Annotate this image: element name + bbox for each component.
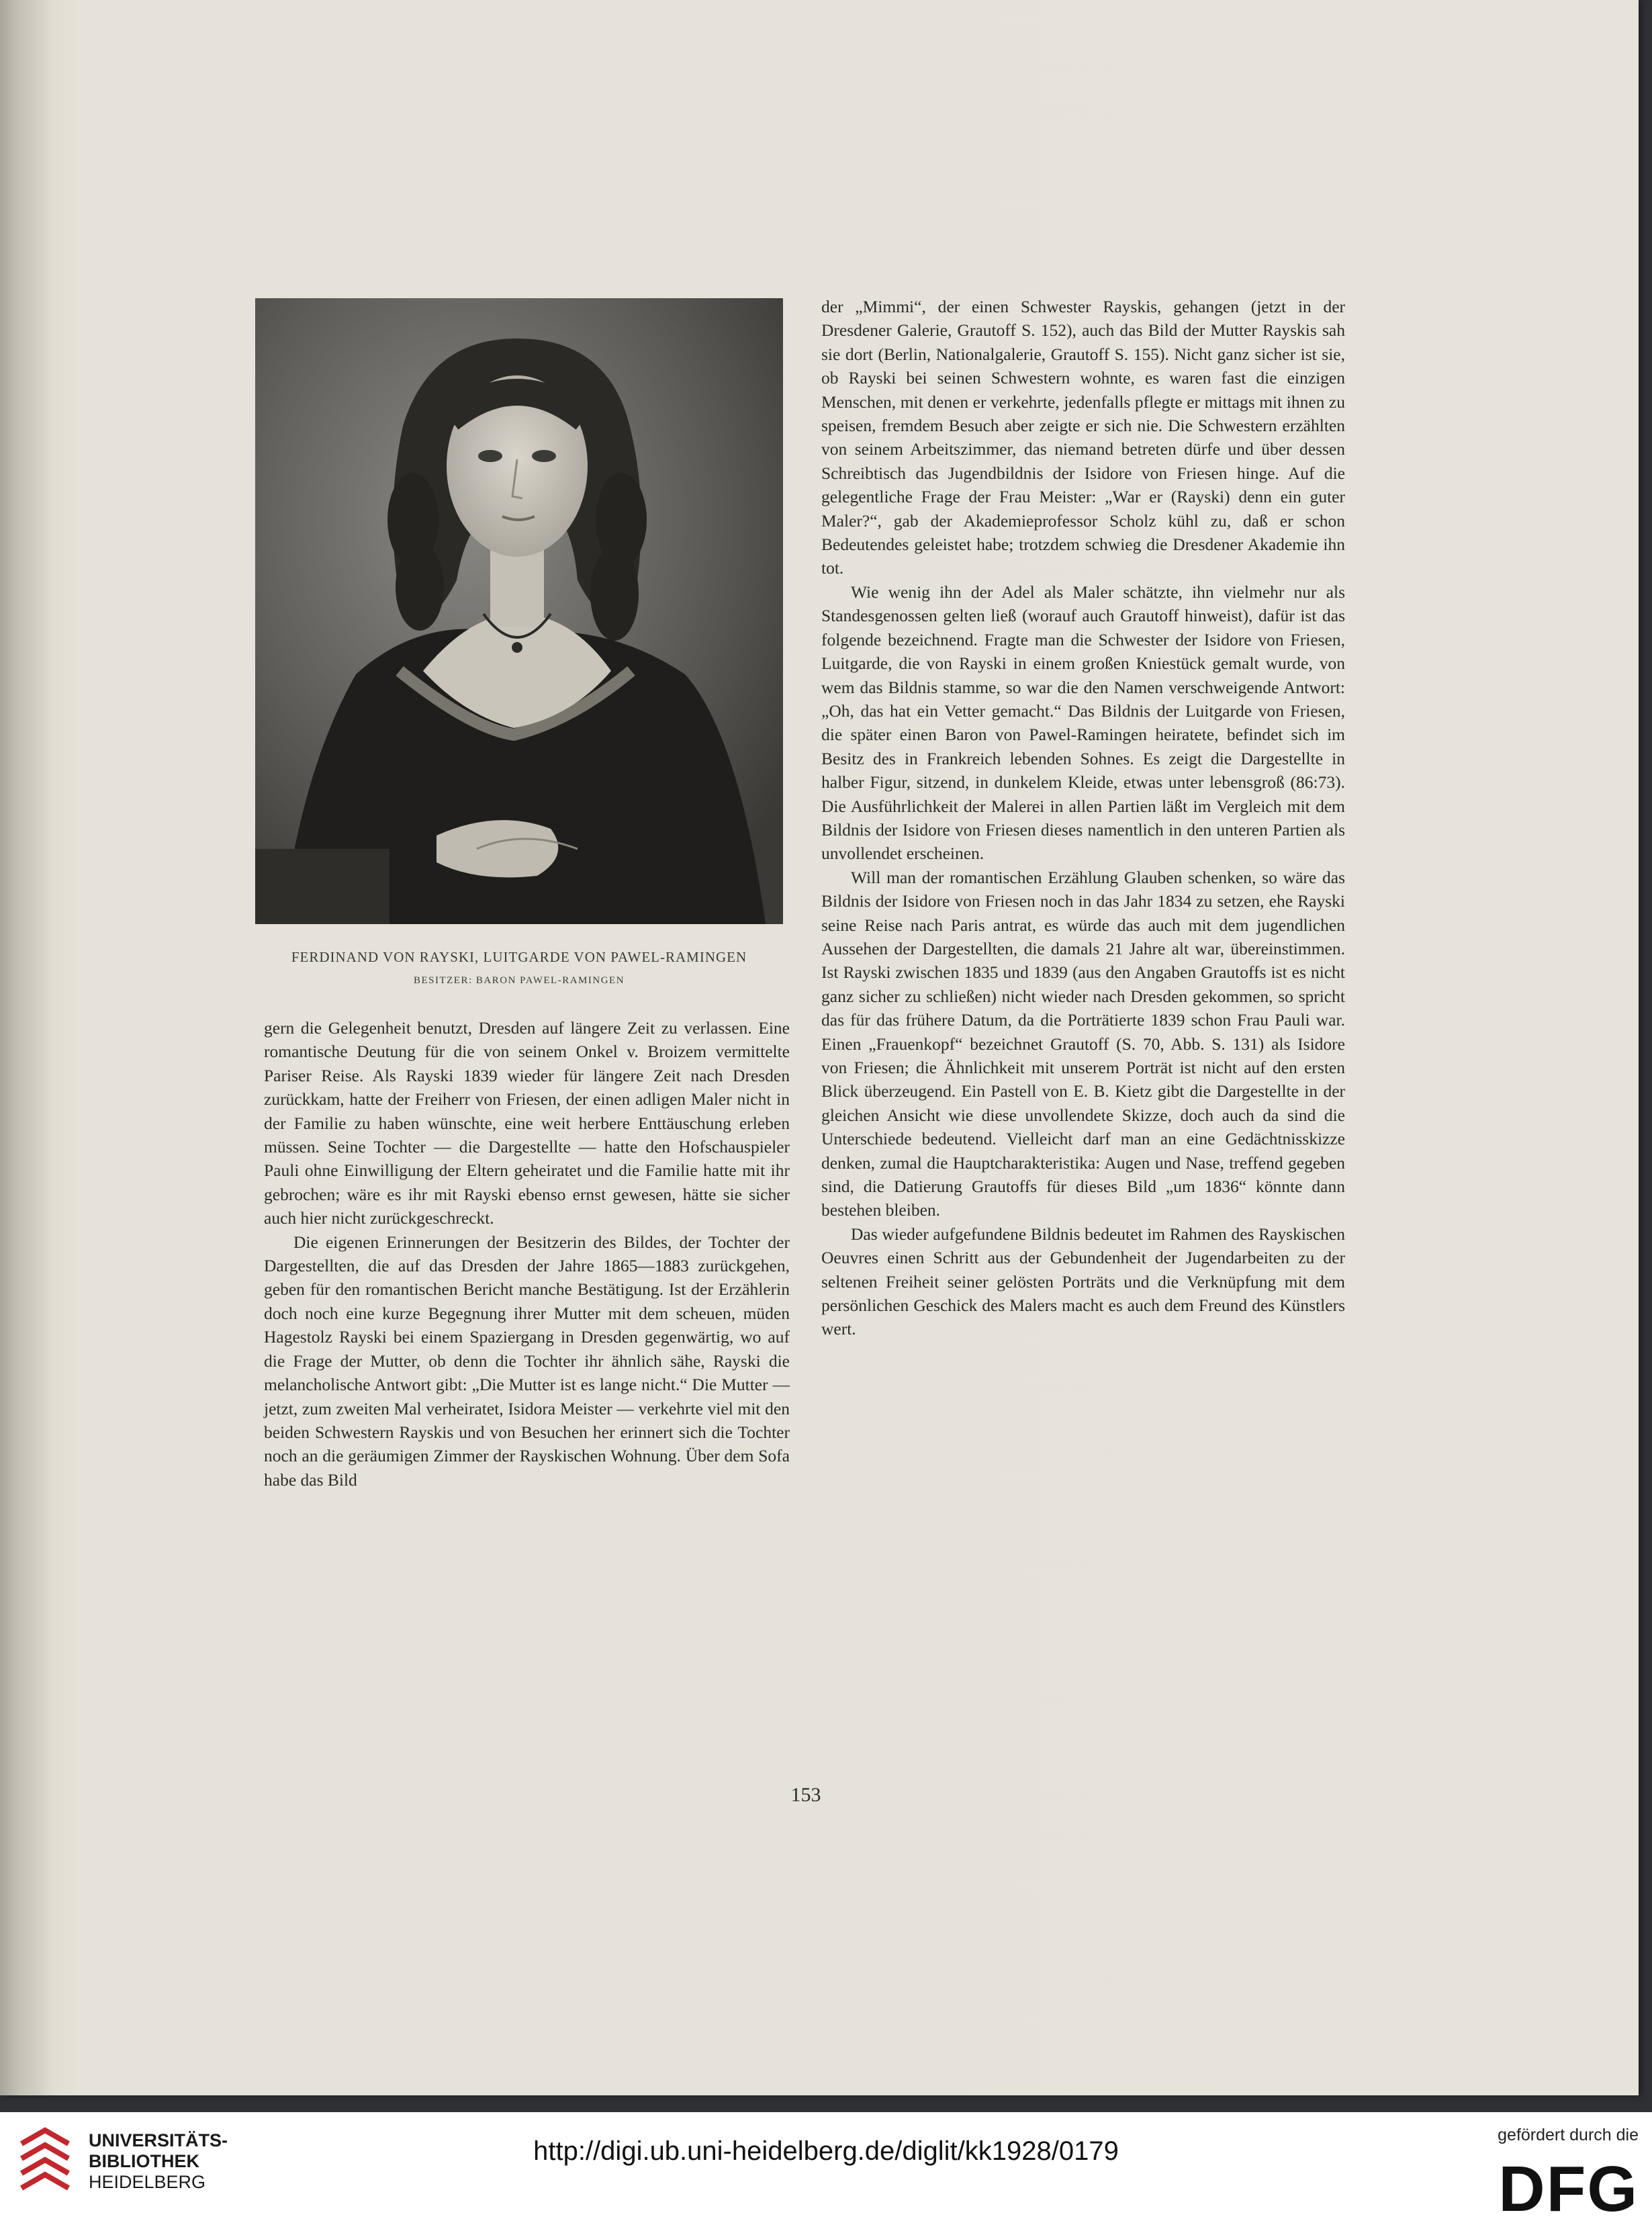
page-gutter: [0, 0, 54, 2095]
paragraph: Die eigenen Erinnerungen der Besitzerin des Bildes, der Tochter der Dargestellten, die auf das Dresden der Jahre 1865—1883 zurückgehen, geben für den romantischen Bericht manche Bestätigung. Ist der Erzählerin doch noch eine kurze Begegnung ihrer Mutter mit dem scheuen, müden Hagestolz Rayski bei einem Spaziergang in Dresden gegenwärtig, wo auf die Frage der Mutter, ob denn die Tochter ihr ähnlich sähe, Rayski die melancholische Antwort gibt: „Die Mutter ist es lange nicht.“ Die Mutter — jetzt, zum zweiten Mal verheiratet, Isidora Meister — verkehrte viel mit den beiden Schwestern Rayskis und von Besuchen her erinnert sich die Tochter noch an die geräumigen Zimmer der Rayskischen Wohnung. Über dem Sofa habe das Bild: [264, 1232, 790, 1490]
library-name-line: BIBLIOTHEK: [89, 2151, 199, 2171]
page-number: 153: [790, 1784, 821, 1806]
paragraph: gern die Gelegenheit benutzt, Dresden auf längere Zeit zu verlassen. Eine romantische Deutung für die von seinem Onkel v. Broizem vermittelte Pariser Reise. Als Rayski 1839 wieder für längere Zeit nach Dresden zurückkam, hatte der Freiherr von Friesen, der einen adligen Maler nicht in der Familie zu haben wünschte, eine weit herbere Enttäuschung erleben müssen. Seine Tochter — die Dargestellte — hatte den Hofschauspieler Pauli ohne Einwilligung der Eltern geheiratet und die Familie hatte mit ihr gebrochen; wäre es ihr mit Rayski ebenso ernst gewesen, hätte sie sicher auch hier nicht zurückgeschreckt.: [264, 1018, 790, 1228]
library-name[interactable]: [89, 2130, 228, 2193]
paragraph: Das wieder aufgefundene Bildnis bedeutet im Rahmen des Rayskischen Oeuvres einen Schritt aus der Gebundenheit der Jugendarbeiten zu der seltenen Freiheit seiner gelösten Porträts und die Verknüpfung mit dem persönlichen Geschick des Malers macht es auch dem Freund des Künstlers wert.: [821, 1224, 1345, 1339]
library-name-line: HEIDELBERG: [89, 2172, 206, 2192]
figure-owner-credit: BESITZER: BARON PAWEL-RAMINGEN: [413, 975, 625, 986]
heidelberg-library-book-icon: [15, 2124, 75, 2204]
dfg-logo[interactable]: DFG: [1498, 2153, 1639, 2225]
right-text-column: [821, 295, 1345, 1341]
paragraph: Wie wenig ihn der Adel als Maler schätzte, ihn vielmehr nur als Standesgenossen gelten ließ (worauf auch Grautoff hinweist), dafür ist das folgende bezeichnend. Fragte man die Schwester der Isidore von Friesen, Luitgarde, die von Rayski in einem großen Kniestück gemalt wurde, von wem das Bildnis stamme, so war die den Namen verschweigende Antwort: „Oh, das hat ein Vetter gemacht.“ Das Bildnis der Luitgarde von Friesen, die später einen Baron von Pawel-Ramingen heiratete, befindet sich im Besitz des in Frankreich lebenden Sohnes. Es zeigt die Dargestellte in halber Figur, sitzend, in dunkelem Kleide, etwas unter lebensgroß (86:73). Die Ausführlichkeit der Malerei in allen Partien läßt im Vergleich mit dem Bildnis der Isidore von Friesen dieses namentlich in den unteren Partien als unvollendet erscheinen.: [821, 582, 1345, 864]
paragraph: Will man der romantischen Erzählung Glauben schenken, so wäre das Bildnis der Isidore von Friesen noch in das Jahr 1834 zu setzen, ehe Rayski seine Reise nach Paris antrat, es würde das auch mit dem jugendlichen Aussehen der Dargestellten, die damals 21 Jahre alt war, übereinstimmen. Ist Rayski zwischen 1835 und 1839 (aus den Angaben Grautoffs ist es nicht ganz sicher zu schließen) nicht wieder nach Dresden gekommen, so spricht das für das frühere Datum, da die Porträtierte 1839 schon Frau Pauli war. Einen „Frauenkopf“ bezeichnet Grautoff (S. 70, Abb. S. 131) als Isidore von Friesen; die Ähnlichkeit mit unserem Porträt ist nicht auf den ersten Blick überzeugend. Ein Pastell von E. B. Kietz gibt die Dargestellte in der gleichen Ansicht wie diese unvollendete Skizze, doch auch da sind die Unterschiede bedeutend. Vielleicht darf man an eine Gedächtnisskizze denken, zumal die Hauptcharakteristika: Augen und Nase, treffend gegeben sind, die Datierung Grautoffs für dieses Bild „um 1836“ könnte dann bestehen bleiben.: [821, 867, 1345, 1220]
viewer-footer: [0, 2112, 1652, 2227]
funding-label: gefördert durch die: [1498, 2126, 1639, 2144]
library-name-line: UNIVERSITÄTS-: [89, 2130, 228, 2150]
permalink-url[interactable]: http://digi.ub.uni-heidelberg.de/diglit/kk1928/0179: [533, 2136, 1119, 2166]
portrait-image: [255, 298, 783, 924]
paragraph: der „Mimmi“, der einen Schwester Rayskis, gehangen (jetzt in der Dresdener Galerie, Grautoff S. 152), auch das Bild der Mutter Rayskis sah sie dort (Berlin, Nationalgalerie, Grautoff S. 155). Nicht ganz sicher ist sie, ob Rayski bei seinen Schwestern wohnte, es waren fast die einzigen Menschen, mit denen er verkehrte, jedenfalls pflegte er mittags mit ihnen zu speisen, fremdem Besuch aber zeigte er sich nie. Die Schwestern erzählten von seinem Arbeitszimmer, das niemand betreten dürfe und über dessen Schreibtisch das Jugendbildnis der Isidore von Friesen hinge. Auf die gelegentliche Frage der Frau Meister: „War er (Rayski) denn ein guter Maler?“, gab der Akademieprofessor Scholz kühl zu, daß er schon Bedeutendes geleistet habe; trotzdem schwieg die Dresdener Akademie ihn tot.: [821, 297, 1345, 578]
left-text-column: [264, 1016, 790, 1492]
portrait-illustration: [255, 298, 783, 924]
figure-caption: FERDINAND VON RAYSKI, LUITGARDE VON PAWEL-RAMINGEN: [291, 949, 747, 965]
